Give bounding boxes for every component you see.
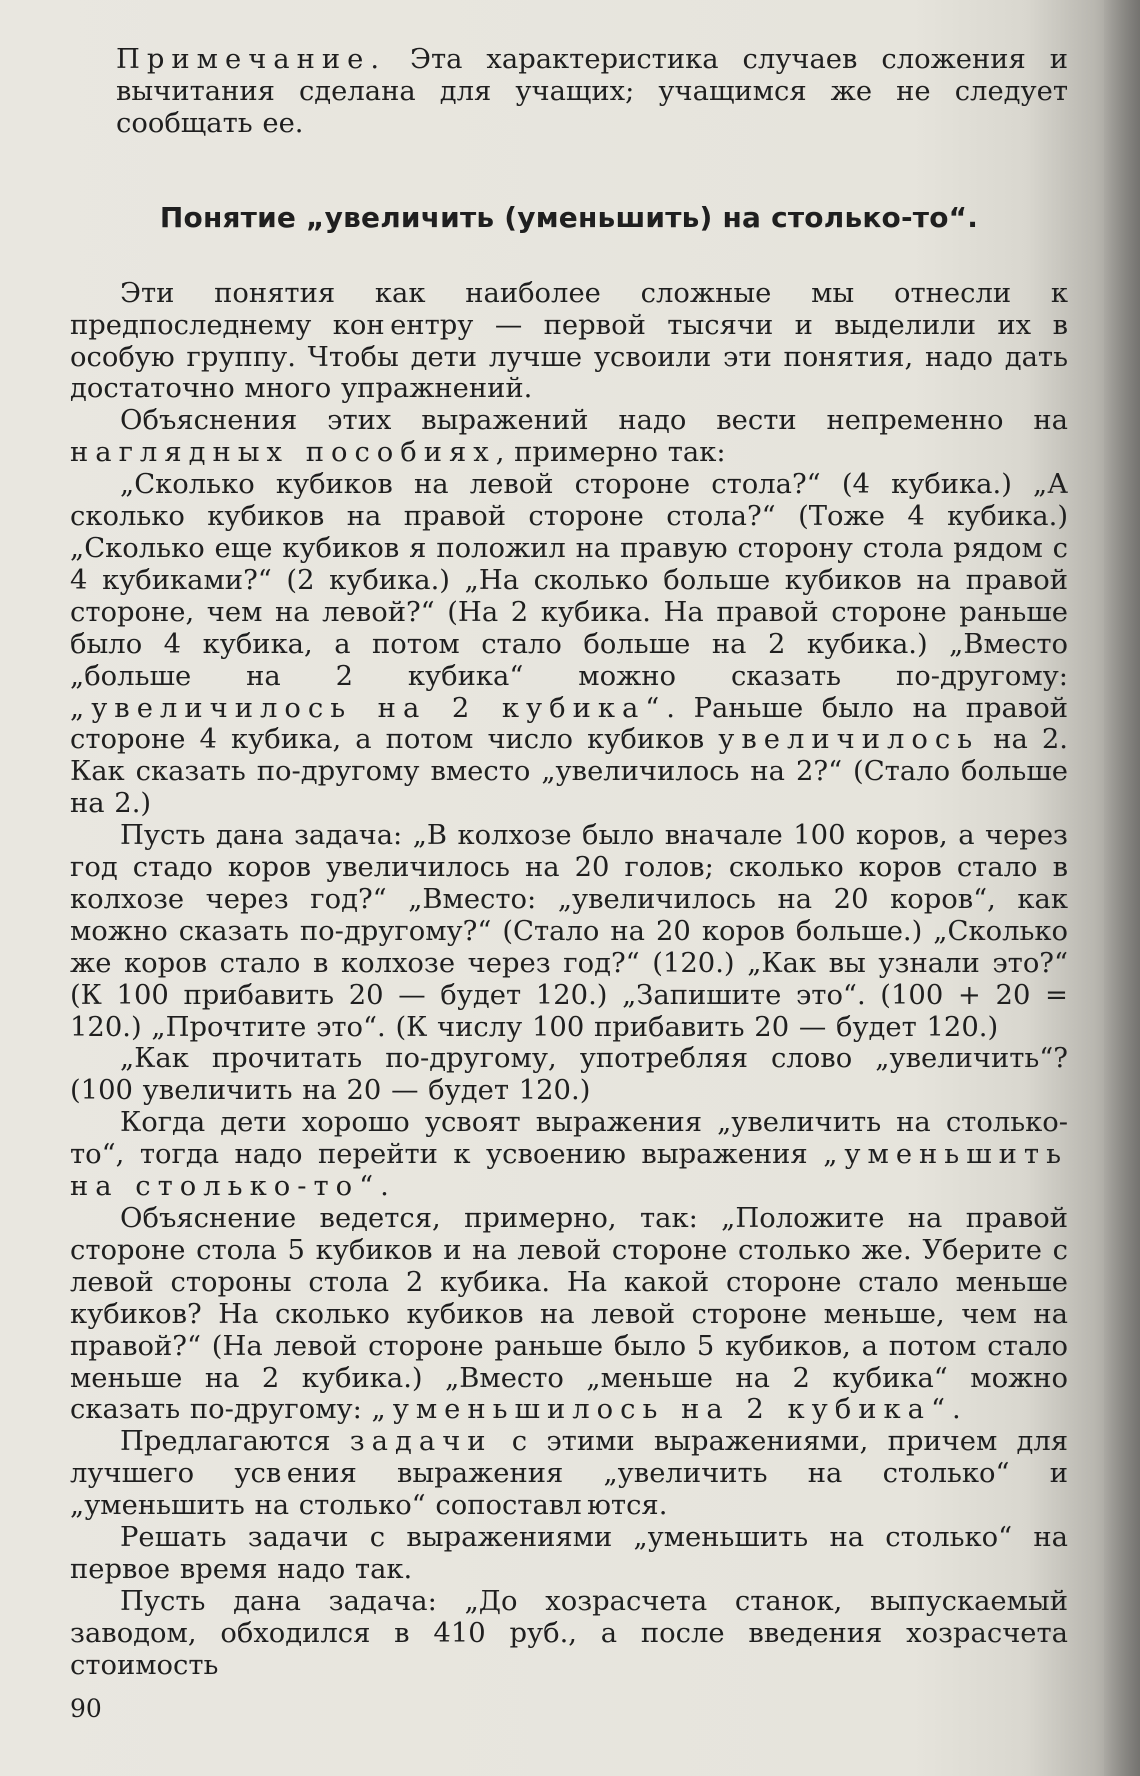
note-label: Примечание. (116, 44, 387, 75)
paragraph-8-emphasis: задачи (349, 1426, 493, 1458)
paragraph-8-text-a: Предлагаются (120, 1426, 350, 1458)
paragraph-1-text: Эти понятия как наиболее сложные мы отнесли к предпоследнему кон ентру — первой тысячи и выделили их в особую группу. Чтобы дети лучше усвоили эти понятия, надо дать достаточно много упражнений. (70, 277, 1068, 405)
paragraph-2-text-a: Объяснения этих выражений надо вести непременно на (120, 405, 1068, 437)
paragraph-8-text-b: с этими выражениями, причем для лучшего усв ения выражения „увеличить на столько“ и „уменьшить на столько“ сопоставл ются. (70, 1426, 1069, 1522)
paragraph-7-emphasis: „уменьшилось на 2 кубика“ (371, 1394, 952, 1426)
paragraph-4-text: Пусть дана задача: „В колхозе было вначале 100 коров, а через год стадо коров увеличилось на 20 голов; сколько коров стало в колхозе через год?“ „Вместо: „увеличилось на 20 коров“, как можно сказать по-другому?“ (Стало на 20 коров больше.) „Сколько же коров стало в колхозе через год?“ (120.) „Как вы узнали это?“ (К 100 прибавить 20 — будет 120.) „Запишите это“. (100 + 20 = 120.) „Прочтите это“. (К числу 100 прибавить 20 — будет 120.) (70, 820, 1068, 1043)
paragraph-6 (70, 1107, 1068, 1203)
paragraph-3-emphasis-a: „увеличилось на 2 кубика“ (70, 692, 667, 724)
paragraph-3-text-c: на 2. Как сказать по-другому вместо „увеличилось на 2?“ (Стало больше на 2.) (70, 724, 1068, 820)
paragraph-1 (70, 278, 1068, 406)
paragraph-2-text-b: , примерно так: (495, 437, 726, 469)
paragraph-2-emphasis: наглядных пособиях (70, 437, 496, 469)
paragraph-9-text: Решать задачи с выражениями „уменьшить на столько“ на первое время надо так. (70, 1522, 1068, 1585)
paragraph-7-text-b: . (951, 1394, 961, 1426)
paragraph-6-emphasis: „уменьшить на столько-то“ (70, 1139, 1068, 1203)
paragraph-10 (70, 1586, 1068, 1682)
paragraph-9 (70, 1522, 1068, 1586)
page-content (70, 44, 1068, 1682)
note-text: Эта характеристика случаев сложения и вычитания сделана для учащих; учащимся же не следует сообщать ее. (116, 44, 1068, 139)
paragraph-10-text: Пусть дана задача: „До хозрасчета станок, выпускаемый заводом, обходился в 410 руб., а после введения хозрасчета стоимость (70, 1585, 1068, 1681)
section-heading: Понятие „увеличить (уменьшить) на столько-то“. (159, 200, 979, 234)
note-paragraph (116, 44, 1068, 140)
paragraph-5-text: „Как прочитать по-другому, употребляя слово „увеличить“? (100 увеличить на 20 — будет 120.) (70, 1043, 1068, 1107)
page-gutter-shadow (1104, 0, 1140, 1776)
paragraph-6-text-b: . (380, 1171, 389, 1203)
paragraph-3-text-a: „Сколько кубиков на левой стороне стола?“ (4 кубика.) „А сколько кубиков на правой стороне стола?“ (Тоже 4 кубика.) „Сколько еще кубиков я положил на правую сторону стола рядом с 4 кубиками?“ (2 кубика.) „На сколько больше кубиков на правой стороне, чем на левой?“ (На 2 кубика. На правой стороне раньше было 4 кубика, а потом стало больше на 2 кубика.) „Вместо „больше на 2 кубика“ можно сказать по-другому: (70, 469, 1068, 692)
paragraph-4 (70, 820, 1068, 1043)
paragraph-3-text-b: . Раньше было на правой стороне 4 кубика, а потом число кубиков (70, 692, 1068, 756)
paragraph-6-text-a: Когда дети хорошо усвоят выражения „увеличить на столько-то“, тогда надо перейти к усвоению выражения (70, 1107, 1068, 1171)
paragraph-8 (70, 1426, 1068, 1522)
paragraph-5 (70, 1043, 1068, 1107)
paragraph-2 (70, 405, 1068, 469)
paragraph-7 (70, 1203, 1068, 1426)
paragraph-3-emphasis-b: увеличилось (718, 724, 980, 756)
paragraph-7-text-a: Объяснение ведется, примерно, так: „Положите на правой стороне стола 5 кубиков и на левой стороне столько же. Уберите с левой стороны стола 2 кубика. На какой стороне стало меньше кубиков? На сколько кубиков на левой стороне меньше, чем на правой?“ (На левой стороне раньше было 5 кубиков, а потом стало меньше на 2 кубика.) „Вместо „меньше на 2 кубика“ можно сказать по-другому: (70, 1203, 1068, 1426)
paragraph-3 (70, 469, 1068, 820)
page-number: 90 (70, 1694, 102, 1723)
